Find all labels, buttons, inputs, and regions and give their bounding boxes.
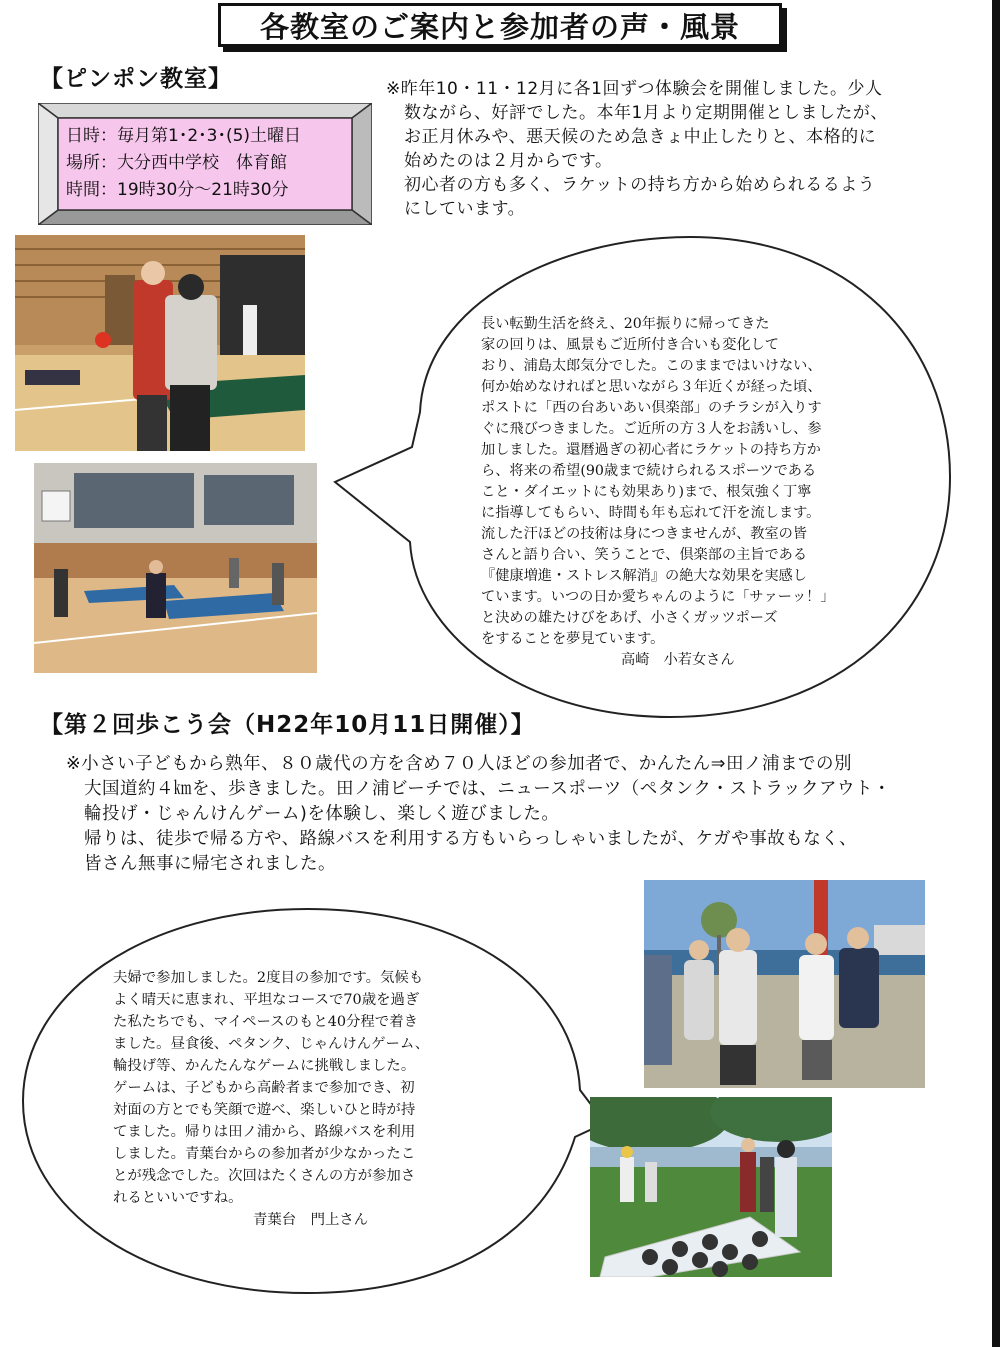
voice-line: と決めの雄たけびをあげ、小さくガッツポーズ bbox=[481, 610, 778, 626]
voice-line: れるといいですね。 bbox=[113, 1190, 243, 1206]
info-box bbox=[66, 123, 301, 204]
notice-line: ※小さい子どもから熟年、８０歳代の方を含め７０人ほどの参加者で、かんたん⇒田ノ浦までの別 bbox=[66, 754, 852, 774]
notice-line: 数ながら、好評でした。本年1月より定期開催としましたが、 bbox=[404, 103, 888, 123]
voice-line: ています。いつの日か愛ちゃんのように「サァーッ！」 bbox=[481, 589, 835, 605]
voice-line: ぐに飛びつきました。ご近所の方３人をお誘いし、参 bbox=[481, 421, 822, 437]
voice-line: ポストに「西の台あいあい倶楽部」のチラシが入りす bbox=[481, 400, 822, 416]
voice-line: をすることを夢見ています。 bbox=[481, 631, 665, 647]
walk-voice bbox=[113, 967, 513, 1231]
voice-line: とが残念でした。次回はたくさんの方が参加さ bbox=[113, 1168, 416, 1184]
notice-line: 大国道約４㎞を、歩きました。田ノ浦ビーチでは、ニュースポーツ（ペタンク・ストラックアウト・ bbox=[84, 779, 892, 799]
voice-line: 長い転勤生活を終え、20年振りに帰ってきた bbox=[481, 316, 770, 332]
notice-line: にしています。 bbox=[404, 199, 526, 219]
voice-line: 輪投げ等、かんたんなゲームに挑戦しました。 bbox=[113, 1058, 416, 1074]
voice-line: しました。青葉台からの参加者が少なかったこ bbox=[113, 1146, 416, 1162]
info-place: 場所：大分西中学校 体育館 bbox=[66, 153, 287, 173]
voice-line: さんと語り合い、笑うことで、倶楽部の主旨である bbox=[481, 547, 808, 563]
notice-line: お正月休みや、悪天候のため急きょ中止したりと、本格的に bbox=[404, 127, 877, 147]
pingpong-heading: 【ピンポン教室】 bbox=[40, 66, 232, 92]
voice-line: ゲームは、子どもから高齢者まで参加でき、初 bbox=[113, 1080, 415, 1096]
voice-line: おり、浦島太郎気分でした。このままではいけない、 bbox=[481, 358, 822, 374]
info-time: 時間：19時30分～21時30分 bbox=[66, 180, 289, 200]
voice-line: 『健康増進・ストレス解消』の絶大な効果を実感し bbox=[481, 568, 807, 584]
voice-line: よく晴天に恵まれ、平坦なコースで70歳を過ぎ bbox=[113, 992, 420, 1008]
info-datetime: 日時：毎月第1･2･3･(5)土曜日 bbox=[66, 126, 302, 146]
page-title: 各教室のご案内と参加者の声・風景 bbox=[218, 3, 782, 47]
voice-line: ました。昼食後、ペタンク、じゃんけんゲーム、 bbox=[113, 1036, 430, 1052]
edge-strip bbox=[992, 0, 1000, 1347]
notice-line: 皆さん無事に帰宅されました。 bbox=[84, 854, 336, 874]
notice-line: 初心者の方も多く、ラケットの持ち方から始められるるよう bbox=[404, 175, 876, 195]
voice-line: た私たちでも、マイペースのもと40分程で着き bbox=[113, 1014, 418, 1030]
walk-photo-2 bbox=[590, 1097, 832, 1277]
walk-photo-1 bbox=[644, 880, 925, 1088]
voice-line: 家の回りは、風景もご近所付き合いも変化して bbox=[481, 337, 779, 353]
voice-line: てました。帰りは田ノ浦から、路線バスを利用 bbox=[113, 1124, 416, 1140]
walk-notice bbox=[66, 752, 966, 877]
voice-line: に指導してもらい、時間も年も忘れて汗を流します。 bbox=[481, 505, 821, 521]
voice-author: 高崎 小若女さん bbox=[621, 652, 735, 668]
voice-line: 流した汗ほどの技術は身につきませんが、教室の皆 bbox=[481, 526, 808, 542]
pingpong-voice bbox=[481, 314, 901, 671]
pingpong-photo-2 bbox=[34, 463, 317, 673]
voice-line: こと・ダイエットにも効果あり)まで、根気強く丁寧 bbox=[481, 484, 812, 500]
pingpong-notice bbox=[386, 77, 966, 221]
voice-line: 対面の方とでも笑顔で遊べ、楽しいひと時が持 bbox=[113, 1102, 416, 1118]
voice-line: ら、将来の希望(90歳まで続けられるスポーツである bbox=[481, 463, 817, 479]
notice-line: 帰りは、徒歩で帰る方や、路線バスを利用する方もいらっしゃいましたが、ケガや事故もなく、 bbox=[84, 829, 857, 849]
pingpong-photo-1 bbox=[15, 235, 305, 451]
walk-heading: 【第２回歩こう会（H22年10月11日開催）】 bbox=[40, 712, 535, 738]
notice-line: 始めたのは２月からです。 bbox=[404, 151, 613, 171]
voice-author: 青葉台 門上さん bbox=[253, 1212, 369, 1228]
notice-line: ※昨年10・11・12月に各1回ずつ体験会を開催しました。少人 bbox=[386, 79, 883, 99]
notice-line: 輪投げ・じゃんけんゲーム)を体験し、楽しく遊びました。 bbox=[84, 804, 560, 824]
voice-line: 加しました。還暦過ぎの初心者にラケットの持ち方か bbox=[481, 442, 821, 458]
voice-line: 夫婦で参加しました。2度目の参加です。気候も bbox=[113, 970, 424, 986]
voice-line: 何か始めなければと思いながら３年近くが経った頃、 bbox=[481, 379, 822, 395]
